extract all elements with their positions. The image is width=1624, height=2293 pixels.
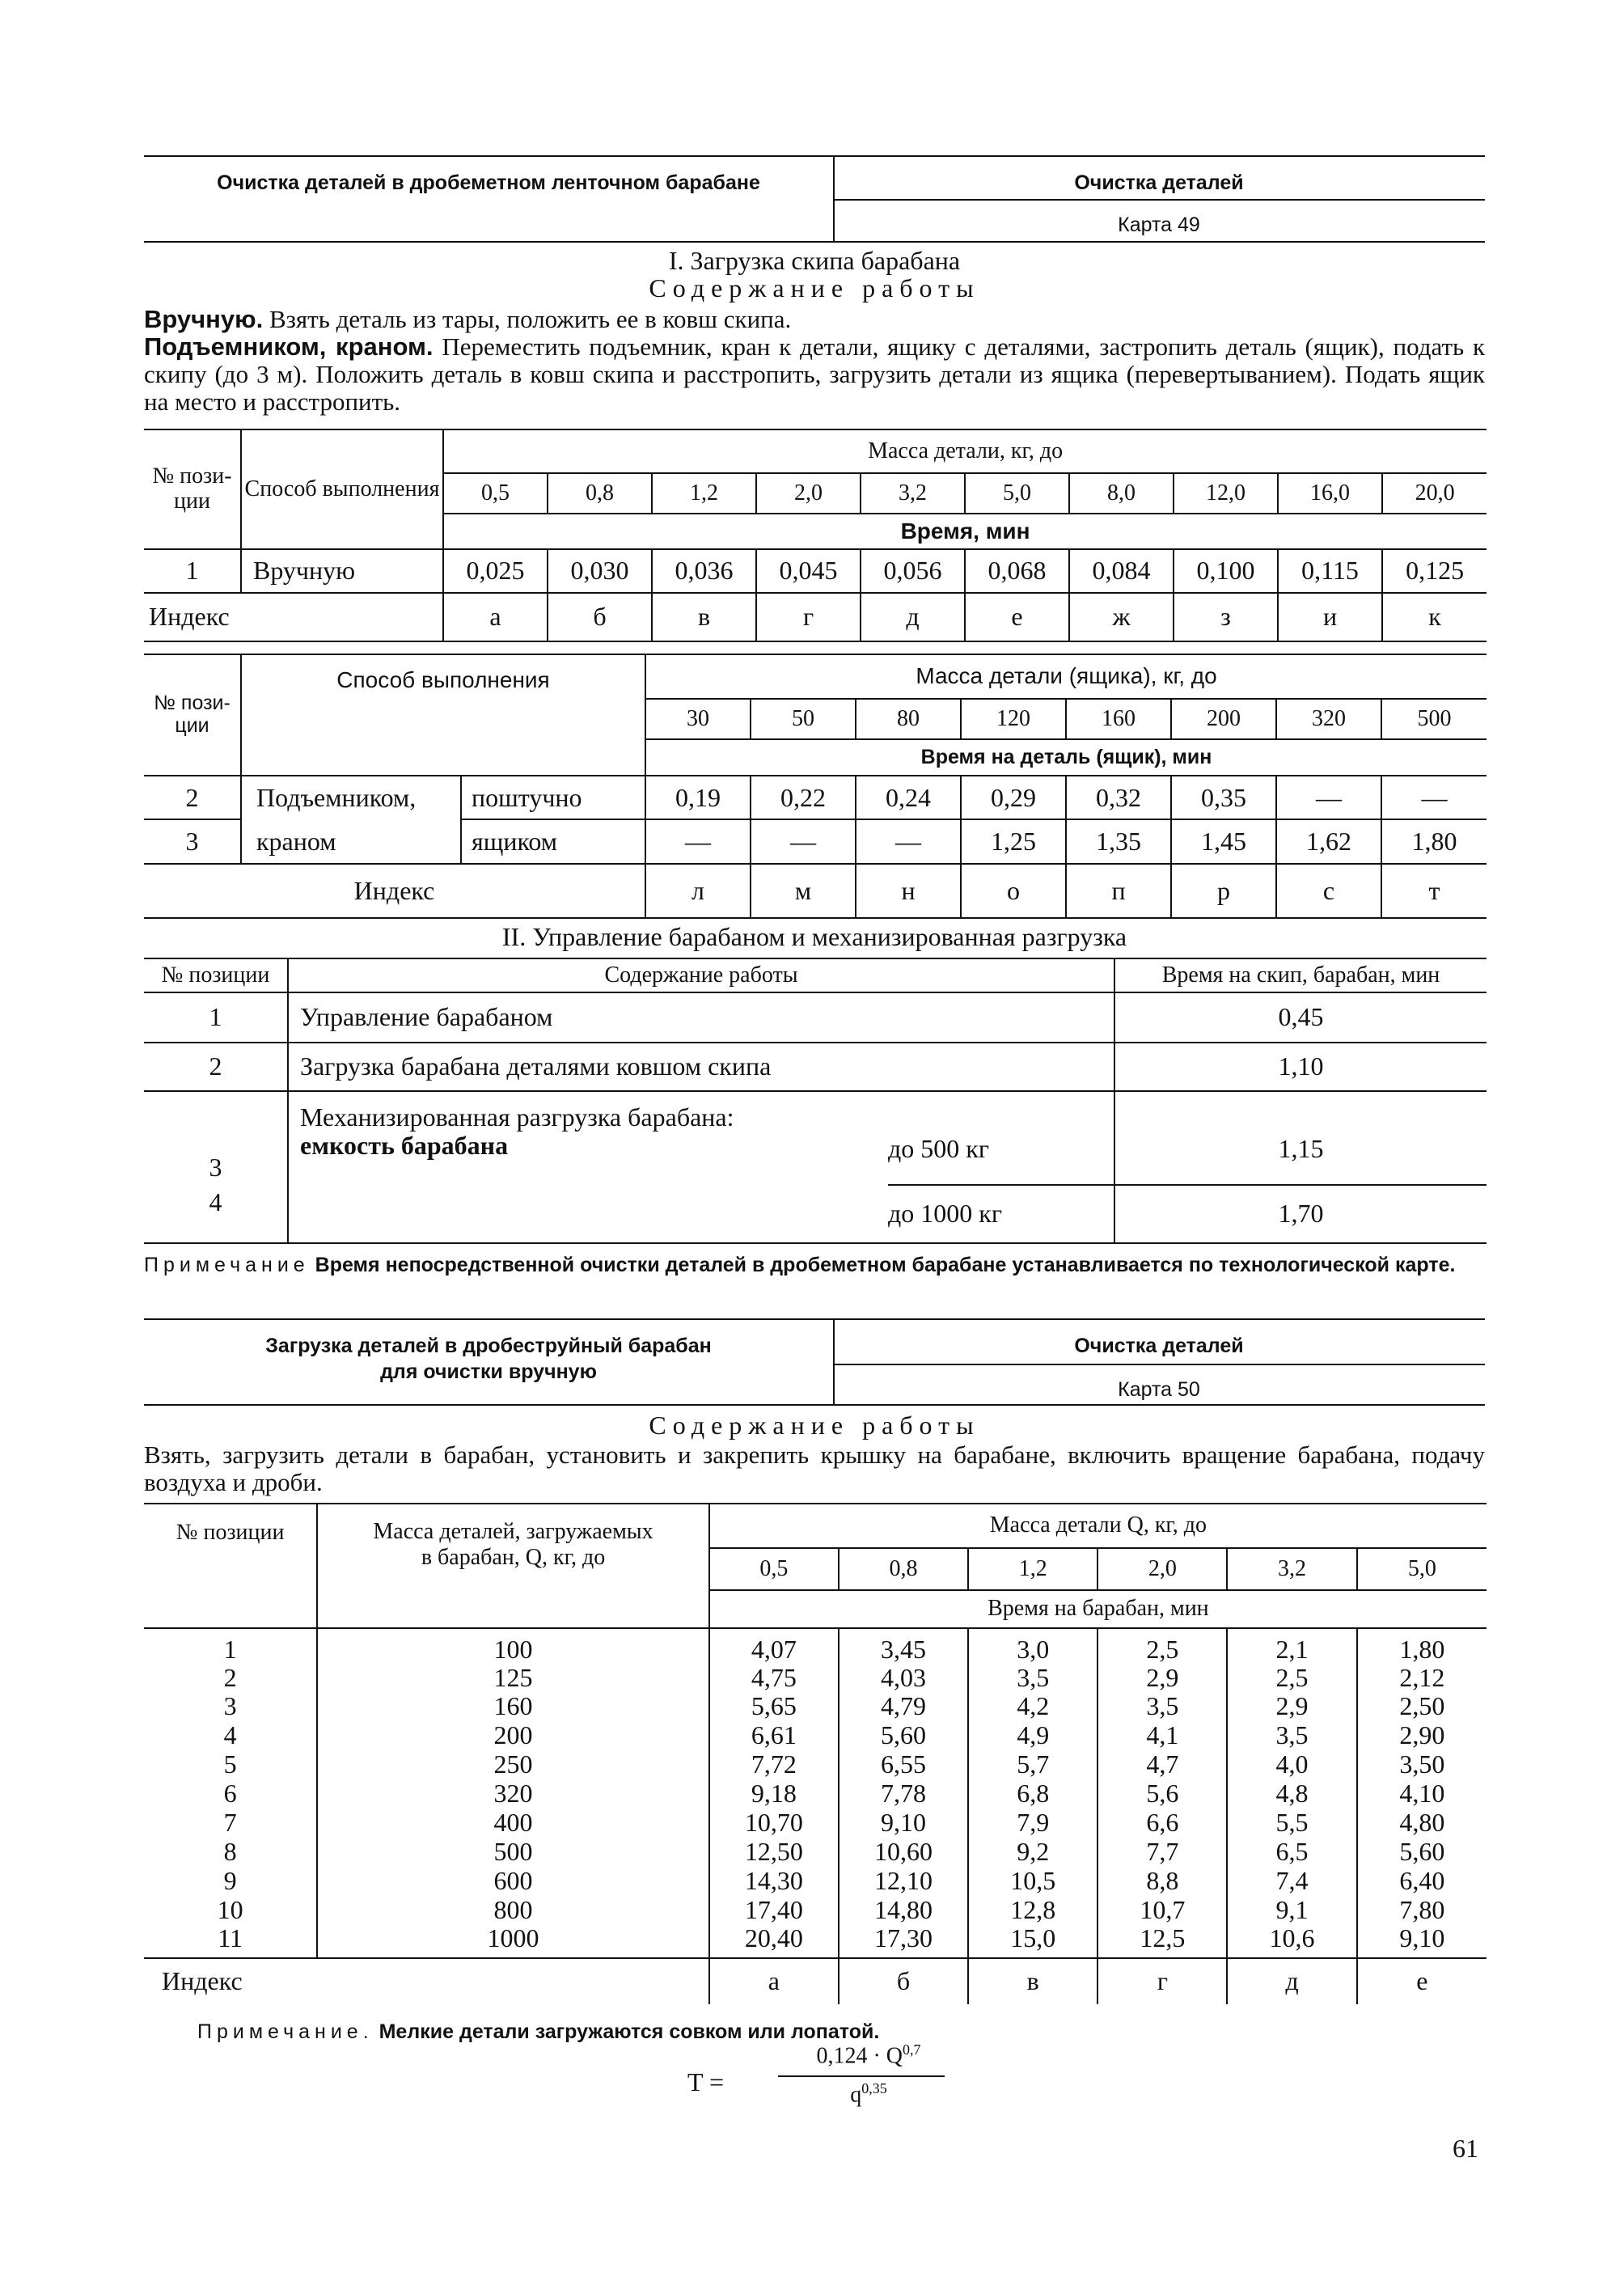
table-row bbox=[144, 1663, 1487, 1692]
manual-text: Взять деталь из тары, положить ее в ковш скипа. bbox=[269, 305, 792, 333]
t4-row-q: 800 bbox=[317, 1895, 709, 1924]
t4-value: 2,12 bbox=[1399, 1662, 1445, 1692]
content-title-49: Содержание работы bbox=[649, 273, 980, 302]
table-row bbox=[144, 1721, 1487, 1750]
t2-value: 1,35 bbox=[1066, 819, 1171, 864]
t4-value: 4,7 bbox=[1097, 1750, 1227, 1779]
table-row bbox=[144, 992, 1487, 1043]
t4-row-num: 2 bbox=[144, 1663, 317, 1692]
table-row bbox=[144, 1043, 1487, 1091]
note-text-49: Время непосредственной очистки деталей в дробеметном барабане устанавливается по технологической карте. bbox=[315, 1254, 1456, 1276]
card49-note bbox=[144, 1252, 1485, 1278]
t2-value: 1,45 bbox=[1171, 819, 1276, 864]
table-row bbox=[144, 1185, 1487, 1243]
formula-numerator bbox=[789, 2041, 948, 2069]
table-row bbox=[144, 1867, 1487, 1896]
t4-value: 6,5 bbox=[1227, 1838, 1356, 1867]
formula-fraction-bar bbox=[778, 2075, 945, 2077]
table-row bbox=[144, 776, 1487, 820]
t4-value: 4,03 bbox=[839, 1663, 968, 1692]
section2-title: II. Управление барабаном и механизированная разгрузка bbox=[501, 922, 1127, 951]
manual-paragraph bbox=[144, 306, 1485, 333]
t4-row-q: 125 bbox=[317, 1663, 709, 1692]
t2-index: т bbox=[1381, 864, 1487, 918]
t2-mass: 80 bbox=[856, 699, 961, 740]
t4-row-num: 5 bbox=[144, 1750, 317, 1779]
table-drum-control bbox=[144, 958, 1487, 1244]
t4-row-num: 8 bbox=[144, 1838, 317, 1867]
t1-mass: 2,0 bbox=[756, 473, 861, 514]
t4-value: 6,40 bbox=[1399, 1865, 1445, 1895]
t4-mass-header: Масса детали Q, кг, до bbox=[709, 1504, 1487, 1548]
t4-row-num: 10 bbox=[144, 1895, 317, 1924]
t3-r3-line2: емкость барабана bbox=[300, 1131, 509, 1161]
t1-index: д bbox=[861, 593, 965, 641]
t1-index: з bbox=[1174, 593, 1278, 641]
t4-value: 12,10 bbox=[839, 1867, 968, 1896]
t4-row-num: 9 bbox=[144, 1867, 317, 1896]
t2-value: — bbox=[1381, 776, 1487, 820]
t4-value: 17,40 bbox=[709, 1895, 839, 1924]
t2-value: 1,80 bbox=[1381, 819, 1487, 864]
t3-r3-sub: до 500 кг bbox=[888, 1091, 1114, 1185]
table-manual-loading bbox=[144, 429, 1487, 642]
t4-value: 8,8 bbox=[1097, 1867, 1227, 1896]
t4-col-mass-line1: Масса деталей, загружаемых bbox=[373, 1519, 653, 1544]
t3-r2-num: 2 bbox=[144, 1043, 288, 1091]
t4-value: 4,0 bbox=[1227, 1750, 1356, 1779]
t1-mass-header: Масса детали, кг, до bbox=[443, 429, 1487, 473]
t1-index: и bbox=[1278, 593, 1382, 641]
formula-num-base: 0,124 · Q bbox=[816, 2043, 903, 2069]
t4-row-q: 160 bbox=[317, 1692, 709, 1721]
t4-value: 3,5 bbox=[1227, 1721, 1356, 1750]
t4-value: 2,90 bbox=[1399, 1720, 1445, 1750]
t4-value: 4,1 bbox=[1097, 1721, 1227, 1750]
t1-value: 0,115 bbox=[1278, 549, 1382, 593]
t2-mass-header: Масса детали (ящика), кг, до bbox=[645, 654, 1487, 699]
t4-row-num: 4 bbox=[144, 1721, 317, 1750]
t2-mass: 120 bbox=[961, 699, 1066, 740]
t1-mass: 20,0 bbox=[1382, 473, 1487, 514]
t2-method-b: краном bbox=[241, 819, 461, 864]
t4-value: 6,8 bbox=[968, 1779, 1097, 1809]
t4-index: в bbox=[968, 1958, 1097, 2005]
t2-mass: 160 bbox=[1066, 699, 1171, 740]
card50-note bbox=[197, 2020, 879, 2044]
t2-value: 0,35 bbox=[1171, 776, 1276, 820]
t2-index-label: Индекс bbox=[144, 864, 645, 918]
t2-value: — bbox=[1276, 776, 1381, 820]
card50-title-left bbox=[144, 1333, 833, 1385]
t4-col-mass bbox=[317, 1504, 709, 1628]
t4-value: 3,5 bbox=[1097, 1692, 1227, 1721]
table-row bbox=[144, 1779, 1487, 1809]
t3-r2-text: Загрузка барабана деталями ковшом скипа bbox=[288, 1043, 1114, 1091]
hoist-text: Переместить подъемник, кран к детали, ящику с деталями, застропить деталь (ящик), подать к скипу (до 3 м). Положить деталь в ковш скипа и расстропить, загрузить детали из ящика (перевертыванием). Подать ящик на место и расстропить. bbox=[144, 332, 1485, 416]
t4-value: 2,50 bbox=[1399, 1691, 1445, 1721]
t4-value: 14,80 bbox=[839, 1895, 968, 1924]
t4-row-num: 6 bbox=[144, 1779, 317, 1809]
t4-value: 10,7 bbox=[1097, 1895, 1227, 1924]
formula-T: T = bbox=[687, 2067, 725, 2096]
table-hoist-loading bbox=[144, 654, 1487, 919]
t4-row-q: 600 bbox=[317, 1867, 709, 1896]
t1-index: в bbox=[652, 593, 756, 641]
t3-r1-time: 0,45 bbox=[1114, 992, 1487, 1043]
t1-mass: 0,8 bbox=[548, 473, 652, 514]
t4-index: б bbox=[839, 1958, 968, 2005]
t1-value: 0,036 bbox=[652, 549, 756, 593]
t4-value: 5,60 bbox=[1399, 1837, 1445, 1867]
card50-number: Карта 50 bbox=[1118, 1378, 1200, 1401]
t1-col-pos: № пози-ции bbox=[144, 429, 241, 549]
t4-value: 12,8 bbox=[968, 1895, 1097, 1924]
t4-value: 9,18 bbox=[709, 1779, 839, 1809]
t4-row-q: 100 bbox=[317, 1628, 709, 1663]
t2-mass: 50 bbox=[751, 699, 856, 740]
t4-value: 1,80 bbox=[1399, 1634, 1445, 1664]
t2-value: 0,32 bbox=[1066, 776, 1171, 820]
t4-value: 12,50 bbox=[709, 1838, 839, 1867]
t4-value: 4,10 bbox=[1399, 1779, 1445, 1809]
t4-value: 6,61 bbox=[709, 1721, 839, 1750]
table-row bbox=[144, 1838, 1487, 1867]
hoist-label: Подъемником, краном. bbox=[144, 332, 433, 361]
t2-index: п bbox=[1066, 864, 1171, 918]
t4-time-header: Время на барабан, мин bbox=[709, 1590, 1487, 1628]
t4-value: 5,6 bbox=[1097, 1779, 1227, 1809]
table-row bbox=[144, 1091, 1487, 1185]
t4-value: 10,60 bbox=[839, 1838, 968, 1867]
t2-row-sub: ящиком bbox=[461, 819, 645, 864]
card49-number: Карта 49 bbox=[1118, 214, 1200, 236]
t4-value: 2,5 bbox=[1097, 1628, 1227, 1663]
t2-method-a: Подъемником, bbox=[241, 776, 461, 820]
t2-value: 0,22 bbox=[751, 776, 856, 820]
table-row bbox=[144, 1924, 1487, 1957]
t4-value: 3,0 bbox=[968, 1628, 1097, 1663]
t1-index: а bbox=[443, 593, 548, 641]
card50-title-right: Очистка деталей bbox=[1074, 1335, 1244, 1357]
t4-value: 2,5 bbox=[1227, 1663, 1356, 1692]
t2-value: 0,24 bbox=[856, 776, 961, 820]
t2-value: 1,62 bbox=[1276, 819, 1381, 864]
t4-index: е bbox=[1357, 1958, 1487, 2005]
t4-value: 7,7 bbox=[1097, 1838, 1227, 1867]
t1-index: г bbox=[756, 593, 861, 641]
manual-label: Вручную. bbox=[144, 305, 264, 333]
t4-value: 17,30 bbox=[839, 1924, 968, 1957]
t2-mass: 200 bbox=[1171, 699, 1276, 740]
t4-value: 9,10 bbox=[1399, 1923, 1445, 1952]
card50-title-line2: для очистки вручную bbox=[380, 1360, 597, 1383]
t4-value: 4,75 bbox=[709, 1663, 839, 1692]
t4-mass: 1,2 bbox=[968, 1548, 1097, 1589]
t1-value: 0,045 bbox=[756, 549, 861, 593]
t3-r3-line1: Механизированная разгрузка барабана: bbox=[300, 1102, 734, 1132]
t4-mass: 2,0 bbox=[1097, 1548, 1227, 1589]
table-shot-drum bbox=[144, 1503, 1487, 2004]
formula-num-exp: 0,7 bbox=[903, 2041, 921, 2058]
t1-value: 0,030 bbox=[548, 549, 652, 593]
t1-index: к bbox=[1382, 593, 1487, 641]
t4-value: 2,1 bbox=[1227, 1628, 1356, 1663]
t4-row-num: 3 bbox=[144, 1692, 317, 1721]
t2-index: с bbox=[1276, 864, 1381, 918]
t4-value: 9,10 bbox=[839, 1809, 968, 1838]
t2-value: 0,19 bbox=[645, 776, 751, 820]
t4-mass: 0,8 bbox=[839, 1548, 968, 1589]
t4-value: 10,5 bbox=[968, 1867, 1097, 1896]
t1-mass: 16,0 bbox=[1278, 473, 1382, 514]
t1-index: ж bbox=[1069, 593, 1174, 641]
t4-value: 9,1 bbox=[1227, 1895, 1356, 1924]
t1-row-method: Вручную bbox=[241, 549, 443, 593]
card49-title-left: Очистка деталей в дробеметном ленточном барабане bbox=[217, 171, 760, 194]
card50-title-line1: Загрузка деталей в дробеструйный барабан bbox=[265, 1335, 712, 1357]
t2-mass: 30 bbox=[645, 699, 751, 740]
t4-value: 12,5 bbox=[1097, 1924, 1227, 1957]
t4-row-q: 1000 bbox=[317, 1924, 709, 1957]
t4-value: 4,79 bbox=[839, 1692, 968, 1721]
t4-col-pos: № позиции bbox=[144, 1504, 317, 1628]
t4-value: 6,55 bbox=[839, 1750, 968, 1779]
t2-index: л bbox=[645, 864, 751, 918]
note-label-49: Примечание bbox=[144, 1254, 310, 1276]
t4-value: 5,65 bbox=[709, 1692, 839, 1721]
t2-index: о bbox=[961, 864, 1066, 918]
t4-value: 9,2 bbox=[968, 1838, 1097, 1867]
t4-value: 5,7 bbox=[968, 1750, 1097, 1779]
t1-index: б bbox=[548, 593, 652, 641]
t3-r1-text: Управление барабаном bbox=[288, 992, 1114, 1043]
t4-value: 7,9 bbox=[968, 1809, 1097, 1838]
t4-value: 4,8 bbox=[1227, 1779, 1356, 1809]
t1-mass: 1,2 bbox=[652, 473, 756, 514]
t1-value: 0,125 bbox=[1382, 549, 1487, 593]
table-row bbox=[144, 819, 1487, 864]
formula-den-exp: 0,35 bbox=[861, 2080, 887, 2096]
t3-r4-num: 4 bbox=[144, 1185, 288, 1243]
t1-value: 0,084 bbox=[1069, 549, 1174, 593]
t4-value: 5,60 bbox=[839, 1721, 968, 1750]
t2-value: 0,29 bbox=[961, 776, 1066, 820]
t1-mass: 5,0 bbox=[965, 473, 1069, 514]
t4-col-mass-line2: в барабан, Q, кг, до bbox=[421, 1545, 606, 1570]
formula-denominator bbox=[789, 2080, 948, 2108]
t2-index: н bbox=[856, 864, 961, 918]
t4-value: 7,72 bbox=[709, 1750, 839, 1779]
t2-value: 1,25 bbox=[961, 819, 1066, 864]
t4-row-num: 1 bbox=[144, 1628, 317, 1663]
t4-index: д bbox=[1227, 1958, 1356, 2005]
t4-row-q: 320 bbox=[317, 1779, 709, 1809]
t4-value: 7,4 bbox=[1227, 1867, 1356, 1896]
t2-value: — bbox=[751, 819, 856, 864]
t3-col-pos: № позиции bbox=[144, 958, 288, 992]
table-row bbox=[144, 1895, 1487, 1924]
t3-r3-num: 3 bbox=[144, 1091, 288, 1185]
t4-value: 10,6 bbox=[1227, 1924, 1356, 1957]
table-row bbox=[144, 1958, 1487, 2005]
t1-index: е bbox=[965, 593, 1069, 641]
table-row bbox=[144, 1809, 1487, 1838]
t4-value: 4,07 bbox=[709, 1628, 839, 1663]
t2-time-header: Время на деталь (ящик), мин bbox=[645, 739, 1487, 776]
t3-r3-text bbox=[288, 1091, 888, 1185]
t2-mass: 320 bbox=[1276, 699, 1381, 740]
t4-mass: 3,2 bbox=[1227, 1548, 1356, 1589]
t4-value: 20,40 bbox=[709, 1924, 839, 1957]
section1-title: I. Загрузка скипа барабана bbox=[668, 246, 961, 275]
t2-index: м bbox=[751, 864, 856, 918]
t2-col-method: Способ выполнения bbox=[241, 654, 645, 776]
t1-value: 0,056 bbox=[861, 549, 965, 593]
t3-r2-time: 1,10 bbox=[1114, 1043, 1487, 1091]
note-text-50: Мелкие детали загружаются совком или лопатой. bbox=[379, 2020, 880, 2043]
t4-value: 6,6 bbox=[1097, 1809, 1227, 1838]
t4-row-q: 400 bbox=[317, 1809, 709, 1838]
t2-index: р bbox=[1171, 864, 1276, 918]
note-label-50: Примечание. bbox=[197, 2020, 374, 2043]
card50-text: Взять, загрузить детали в барабан, установить и закрепить крышку на барабане, включить вращение барабана, подачу воздуха и дроби. bbox=[144, 1441, 1485, 1496]
t4-index: г bbox=[1097, 1958, 1227, 2005]
table-row bbox=[144, 1628, 1487, 1663]
t4-value: 4,80 bbox=[1399, 1808, 1445, 1838]
t4-value: 10,70 bbox=[709, 1809, 839, 1838]
hoist-paragraph bbox=[144, 333, 1485, 416]
t4-index: а bbox=[709, 1958, 839, 2005]
t1-mass: 12,0 bbox=[1174, 473, 1278, 514]
t1-mass: 0,5 bbox=[443, 473, 548, 514]
t4-value: 3,5 bbox=[968, 1663, 1097, 1692]
t1-mass: 8,0 bbox=[1069, 473, 1174, 514]
table-row bbox=[144, 864, 1487, 918]
t4-value: 3,50 bbox=[1399, 1749, 1445, 1779]
t3-r4-sub: до 1000 кг bbox=[888, 1185, 1114, 1243]
table-row bbox=[144, 593, 1487, 641]
t2-row-num: 3 bbox=[144, 819, 241, 864]
t4-value: 2,9 bbox=[1227, 1692, 1356, 1721]
t2-row-sub: поштучно bbox=[461, 776, 645, 820]
t3-r1-num: 1 bbox=[144, 992, 288, 1043]
t2-row-num: 2 bbox=[144, 776, 241, 820]
card49-title-right: Очистка деталей bbox=[1074, 171, 1244, 194]
page-number: 61 bbox=[1453, 2134, 1478, 2163]
t4-value: 5,5 bbox=[1227, 1809, 1356, 1838]
t1-time-header: Время, мин bbox=[443, 514, 1487, 549]
t4-row-num: 7 bbox=[144, 1809, 317, 1838]
t4-row-q: 500 bbox=[317, 1838, 709, 1867]
t3-col-time: Время на скип, барабан, мин bbox=[1114, 958, 1487, 992]
t1-index-label: Индекс bbox=[144, 593, 443, 641]
t4-body bbox=[144, 1628, 1487, 1958]
t4-value: 7,78 bbox=[839, 1779, 968, 1809]
t4-value: 7,80 bbox=[1399, 1894, 1445, 1924]
t4-row-num: 11 bbox=[144, 1924, 317, 1957]
table-row bbox=[144, 1692, 1487, 1721]
t2-value: — bbox=[856, 819, 961, 864]
t4-index-label: Индекс bbox=[144, 1958, 709, 2005]
table-row bbox=[144, 1750, 1487, 1779]
formula-den-base: q bbox=[850, 2082, 862, 2108]
t1-row-num: 1 bbox=[144, 549, 241, 593]
t1-value: 0,100 bbox=[1174, 549, 1278, 593]
t4-value: 4,9 bbox=[968, 1721, 1097, 1750]
t1-value: 0,025 bbox=[443, 549, 548, 593]
t4-mass: 0,5 bbox=[709, 1548, 839, 1589]
t4-value: 4,2 bbox=[968, 1692, 1097, 1721]
t3-r4-time: 1,70 bbox=[1114, 1185, 1487, 1243]
t2-value: — bbox=[645, 819, 751, 864]
t4-mass: 5,0 bbox=[1357, 1548, 1487, 1589]
t3-r3-time: 1,15 bbox=[1114, 1091, 1487, 1185]
t2-col-pos: № пози-ции bbox=[144, 654, 241, 776]
t4-value: 2,9 bbox=[1097, 1663, 1227, 1692]
t1-value: 0,068 bbox=[965, 549, 1069, 593]
t4-row-q: 250 bbox=[317, 1750, 709, 1779]
t4-value: 14,30 bbox=[709, 1867, 839, 1896]
t4-row-q: 200 bbox=[317, 1721, 709, 1750]
table-row bbox=[144, 549, 1487, 593]
t1-col-method: Способ выполнения bbox=[241, 429, 443, 549]
content-title-50: Содержание работы bbox=[649, 1411, 980, 1440]
t2-mass: 500 bbox=[1381, 699, 1487, 740]
t4-value: 3,45 bbox=[839, 1628, 968, 1663]
t4-value: 15,0 bbox=[968, 1924, 1097, 1957]
t1-mass: 3,2 bbox=[861, 473, 965, 514]
t3-col-content: Содержание работы bbox=[288, 958, 1114, 992]
